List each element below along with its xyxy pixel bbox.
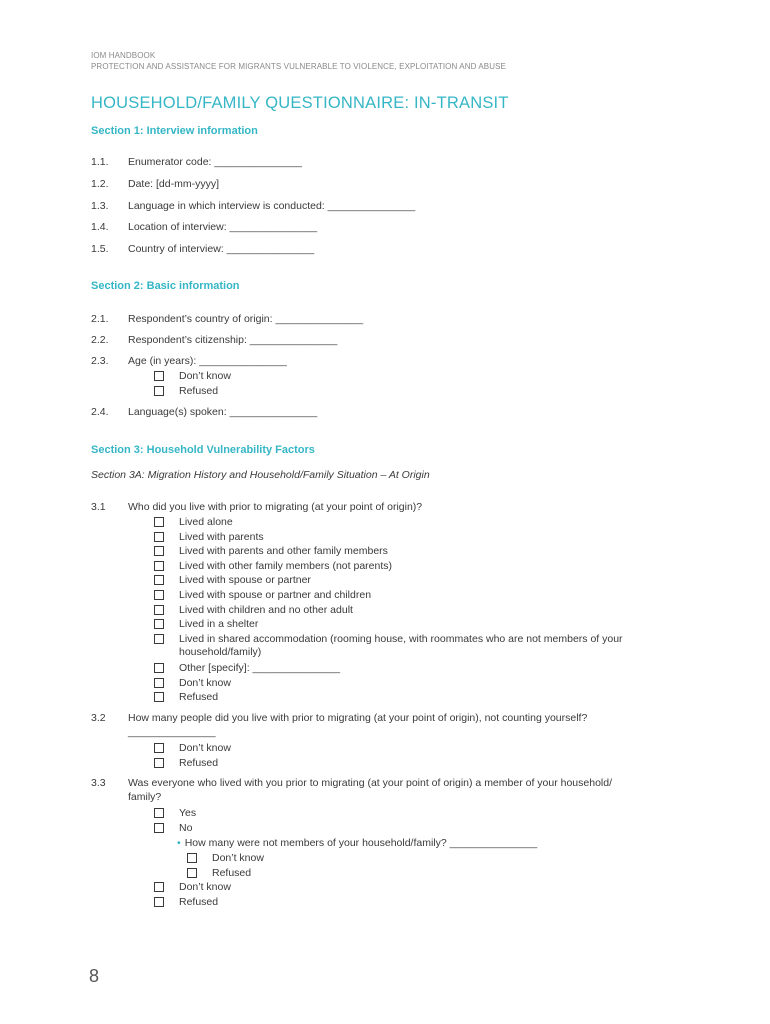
item-number: 1.2. xyxy=(91,178,109,190)
item-text: Language(s) spoken: _______________ xyxy=(128,406,318,418)
header-line-1: IOM HANDBOOK xyxy=(91,51,156,60)
option-label: Lived with children and no other adult xyxy=(179,603,353,616)
option-label: Don’t know xyxy=(212,852,264,864)
item-number: 3.3 xyxy=(91,777,106,789)
checkbox[interactable] xyxy=(154,590,164,600)
option-label: Yes xyxy=(179,807,197,819)
option-label: Lived in shared accommodation (rooming house, with roommates who are not members of your xyxy=(179,632,623,645)
option-label: Don’t know xyxy=(179,370,231,382)
option-label: Lived alone xyxy=(179,516,233,528)
checkbox[interactable] xyxy=(154,758,164,768)
question-text: How many people did you live with prior to migrating (at your point of origin), not counting yourself? xyxy=(128,712,588,724)
checkbox[interactable] xyxy=(154,386,164,396)
item-number: 1.5. xyxy=(91,243,109,255)
item-text: Language in which interview is conducted: _______________ xyxy=(128,200,416,212)
checkbox[interactable] xyxy=(154,897,164,907)
page-number: 8 xyxy=(89,966,100,986)
checkbox[interactable] xyxy=(154,882,164,892)
option-label: Lived with parents and other family members xyxy=(179,545,388,558)
question-text: Was everyone who lived with you prior to migrating (at your point of origin) a member of your household/ xyxy=(128,777,613,789)
item-number: 1.3. xyxy=(91,200,109,212)
item-number: 2.3. xyxy=(91,355,109,367)
item-number: 1.4. xyxy=(91,221,109,233)
option-label: Lived with spouse or partner and children xyxy=(179,588,372,601)
item-text: Age (in years): _______________ xyxy=(128,355,287,367)
option-label: No xyxy=(179,821,193,834)
option-label: Refused xyxy=(179,384,219,397)
checkbox[interactable] xyxy=(154,663,164,673)
option-wrap-text: household/family) xyxy=(179,646,262,658)
header-line-2: PROTECTION AND ASSISTANCE FOR MIGRANTS VULNERABLE TO VIOLENCE, EXPLOITATION AND ABUSE xyxy=(91,62,506,71)
option-label: Don’t know xyxy=(179,676,231,689)
item-text: Country of interview: _______________ xyxy=(128,243,315,255)
option-label: Don’t know xyxy=(179,742,231,754)
item-text: Respondent’s citizenship: _______________ xyxy=(128,334,338,346)
running-header xyxy=(91,50,506,72)
option-label: Refused xyxy=(179,895,219,908)
checkbox[interactable] xyxy=(154,619,164,629)
option-label: Refused xyxy=(179,691,219,704)
item-number: 1.1. xyxy=(91,156,109,168)
answer-blank[interactable]: _______________ xyxy=(128,726,216,738)
checkbox[interactable] xyxy=(154,517,164,527)
checkbox[interactable] xyxy=(154,634,164,644)
item-number: 2.4. xyxy=(91,406,109,418)
followup-question xyxy=(177,837,537,849)
checkbox[interactable] xyxy=(154,605,164,615)
question-wrap-text: family? xyxy=(128,791,162,803)
checkbox[interactable] xyxy=(154,532,164,542)
option-label: Lived with parents xyxy=(179,530,264,543)
option-label: Lived with other family members (not parents) xyxy=(179,559,392,572)
checkbox[interactable] xyxy=(154,678,164,688)
item-number: 3.2 xyxy=(91,712,106,724)
page-title: HOUSEHOLD/FAMILY QUESTIONNAIRE: IN-TRANSIT xyxy=(91,94,509,112)
option-label: Refused xyxy=(179,756,219,769)
checkbox[interactable] xyxy=(154,561,164,571)
checkbox[interactable] xyxy=(187,853,197,863)
followup-text: How many were not members of your household/family? _______________ xyxy=(184,837,538,849)
checkbox[interactable] xyxy=(154,743,164,753)
checkbox[interactable] xyxy=(187,868,197,878)
bullet-icon: • xyxy=(177,837,181,849)
section-2-heading: Section 2: Basic information xyxy=(91,280,240,292)
option-label: Other [specify]: _______________ xyxy=(179,662,341,674)
item-number: 2.1. xyxy=(91,313,109,325)
section-3-heading: Section 3: Household Vulnerability Factors xyxy=(91,444,315,456)
item-text: Respondent’s country of origin: _______________ xyxy=(128,313,364,325)
checkbox[interactable] xyxy=(154,546,164,556)
checkbox[interactable] xyxy=(154,808,164,818)
checkbox[interactable] xyxy=(154,692,164,702)
item-text: Enumerator code: _______________ xyxy=(128,156,302,168)
item-text: Location of interview: _______________ xyxy=(128,221,318,233)
option-label: Lived with spouse or partner xyxy=(179,574,311,587)
option-label: Lived in a shelter xyxy=(179,618,259,631)
section-1-heading: Section 1: Interview information xyxy=(91,125,258,137)
question-text: Who did you live with prior to migrating (at your point of origin)? xyxy=(128,501,423,513)
option-label: Refused xyxy=(212,866,252,879)
item-number: 2.2. xyxy=(91,334,109,346)
item-number: 3.1 xyxy=(91,501,106,513)
checkbox[interactable] xyxy=(154,575,164,585)
checkbox[interactable] xyxy=(154,823,164,833)
item-text: Date: [dd-mm-yyyy] xyxy=(128,178,220,190)
section-3a-subheading: Section 3A: Migration History and Household/Family Situation – At Origin xyxy=(91,469,430,481)
option-label: Don’t know xyxy=(179,881,231,893)
checkbox[interactable] xyxy=(154,371,164,381)
